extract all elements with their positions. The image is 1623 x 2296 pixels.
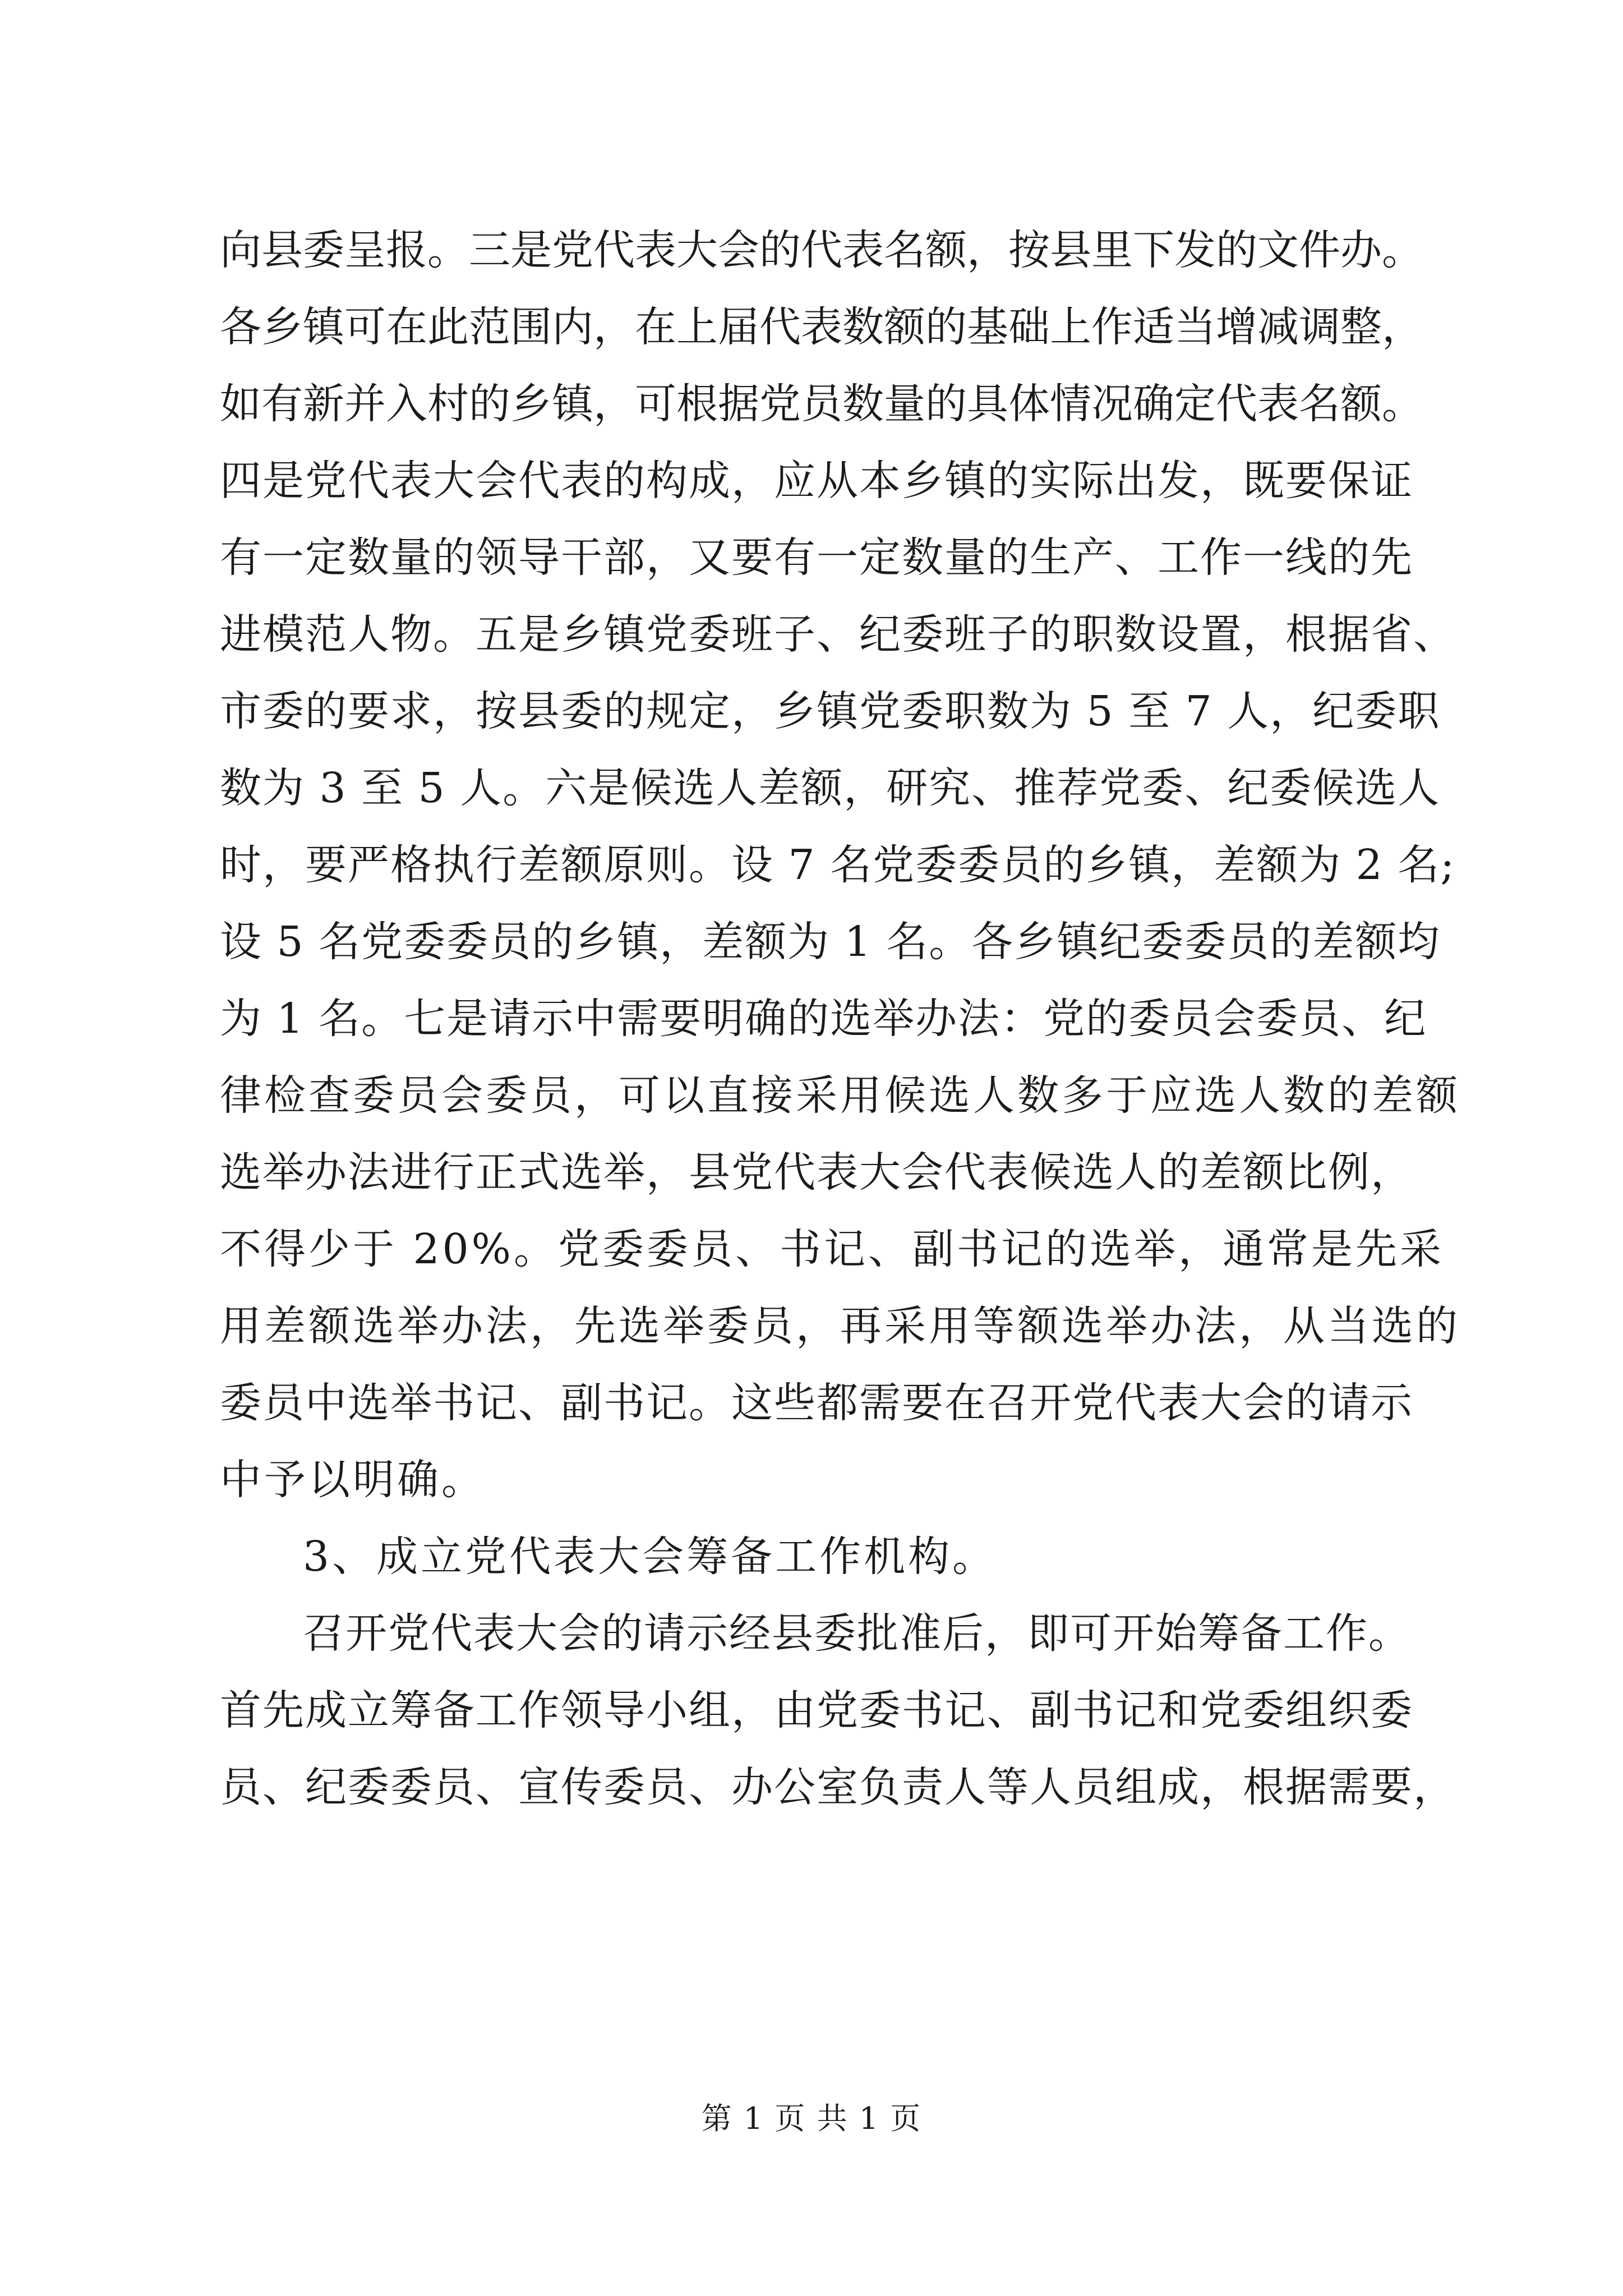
body-line: 用差额选举办法，先选举委员，再采用等额选举办法，从当选的 [220,1302,1460,1350]
body-line: 员、纪委委员、宣传委员、办公室负责人等人员组成，根据需要， [220,1763,1456,1811]
body-line: 为 1 名。七是请示中需要明确的选举办法：党的委员会委员、纪 [220,995,1427,1043]
body-line: 不得少于 20%。党委委员、书记、副书记的选举，通常是先采 [220,1225,1444,1273]
body-line: 市委的要求，按县委的规定，乡镇党委职数为 5 至 7 人，纪委职 [220,687,1441,735]
section-heading: 3、成立党代表大会筹备工作机构。 [303,1533,997,1581]
body-line: 如有新并入村的乡镇，可根据党员数量的具体情况确定代表名额。 [220,380,1423,428]
body-line: 数为 3 至 5 人。六是候选人差额，研究、推荐党委、纪委候选人 [220,764,1441,812]
body-line: 律检查委员会委员，可以直接采用候选人数多于应选人数的差额 [220,1071,1460,1120]
paragraph-first-line: 召开党代表大会的请示经县委批准后，即可开始筹备工作。 [303,1609,1411,1658]
body-line: 各乡镇可在此范围内，在上届代表数额的基础上作适当增减调整， [220,303,1423,351]
body-line: 委员中选举书记、副书记。这些都需要在召开党代表大会的请示 [220,1379,1413,1427]
body-line: 时，要严格执行差额原则。设 7 名党委委员的乡镇，差额为 2 名; [220,841,1456,889]
body-line: 进模范人物。五是乡镇党委班子、纪委班子的职数设置，根据省、 [220,610,1456,659]
body-line: 有一定数量的领导干部，又要有一定数量的生产、工作一线的先 [220,533,1413,582]
body-line: 中予以明确。 [220,1456,486,1504]
body-line: 选举办法进行正式选举，县党代表大会代表候选人的差额比例， [220,1148,1413,1197]
body-line: 向县委呈报。三是党代表大会的代表名额，按县里下发的文件办。 [220,226,1423,274]
document-body [220,212,1476,1826]
body-line: 首先成立筹备工作领导小组，由党委书记、副书记和党委组织委 [220,1686,1413,1734]
body-line: 四是党代表大会代表的构成，应从本乡镇的实际出发，既要保证 [220,457,1413,505]
page-number-footer: 第 1 页 共 1 页 [701,2101,922,2136]
body-line: 设 5 名党委委员的乡镇，差额为 1 名。各乡镇纪委委员的差额均 [220,918,1441,966]
